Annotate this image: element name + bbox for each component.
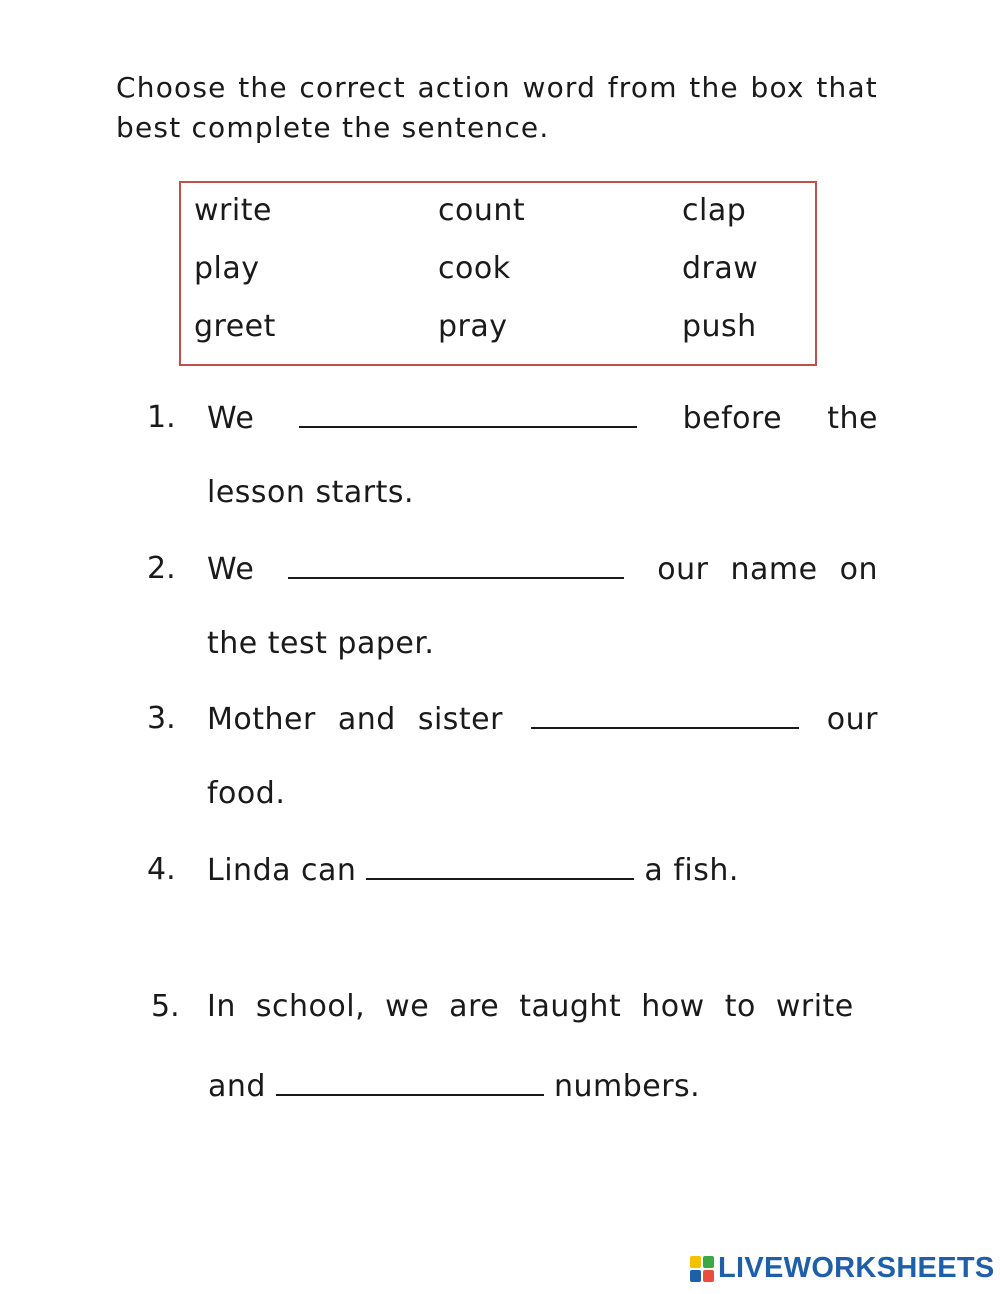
question-number: 3. (147, 701, 176, 736)
logo-icon (690, 1256, 714, 1282)
question-text: food. (207, 776, 286, 811)
question-text: the (827, 401, 878, 436)
word-bank-item: cook (438, 251, 511, 286)
word-bank-item: count (438, 193, 526, 228)
answer-blank-4[interactable] (366, 852, 634, 880)
question-text: lesson starts. (207, 475, 414, 510)
question-text: and (208, 1069, 266, 1104)
question-5-line-2 (208, 1068, 700, 1105)
word-bank-item: push (682, 309, 757, 344)
question-text: the test paper. (207, 626, 435, 661)
question-number: 2. (147, 551, 176, 586)
question-text: We (207, 401, 255, 436)
question-text: our (826, 702, 878, 737)
question-1-line-1 (207, 400, 878, 437)
question-text: numbers. (553, 1069, 701, 1104)
question-text: In school, we are taught how to write (207, 989, 854, 1024)
question-2-line-1 (207, 551, 878, 588)
answer-blank-3[interactable] (531, 701, 799, 729)
word-bank-item: greet (194, 309, 276, 344)
question-text: a fish. (644, 853, 739, 888)
word-bank-item: draw (682, 251, 759, 286)
word-bank-box (179, 181, 817, 366)
logo-text: LIVEWORKSHEETS (718, 1252, 995, 1284)
liveworksheets-logo[interactable] (690, 1252, 995, 1285)
question-text: before (682, 401, 783, 436)
question-number: 5. (151, 989, 180, 1024)
question-text: Mother and sister (207, 702, 503, 737)
word-bank-item: pray (438, 309, 508, 344)
answer-blank-2[interactable] (288, 551, 624, 579)
question-3-line-1 (207, 701, 878, 738)
word-bank-item: play (194, 251, 260, 286)
answer-blank-5[interactable] (276, 1068, 544, 1096)
question-text: Linda can (207, 853, 357, 888)
instructions-text: Choose the correct action word from the box that best complete the sentence. (116, 71, 878, 144)
question-text: We (207, 552, 255, 587)
word-bank-item: clap (682, 193, 747, 228)
question-4-line-1 (207, 852, 739, 889)
question-text: our name on (657, 552, 878, 587)
word-bank-item: write (194, 193, 272, 228)
question-number: 1. (147, 400, 176, 435)
question-number: 4. (147, 852, 176, 887)
answer-blank-1[interactable] (299, 400, 637, 428)
